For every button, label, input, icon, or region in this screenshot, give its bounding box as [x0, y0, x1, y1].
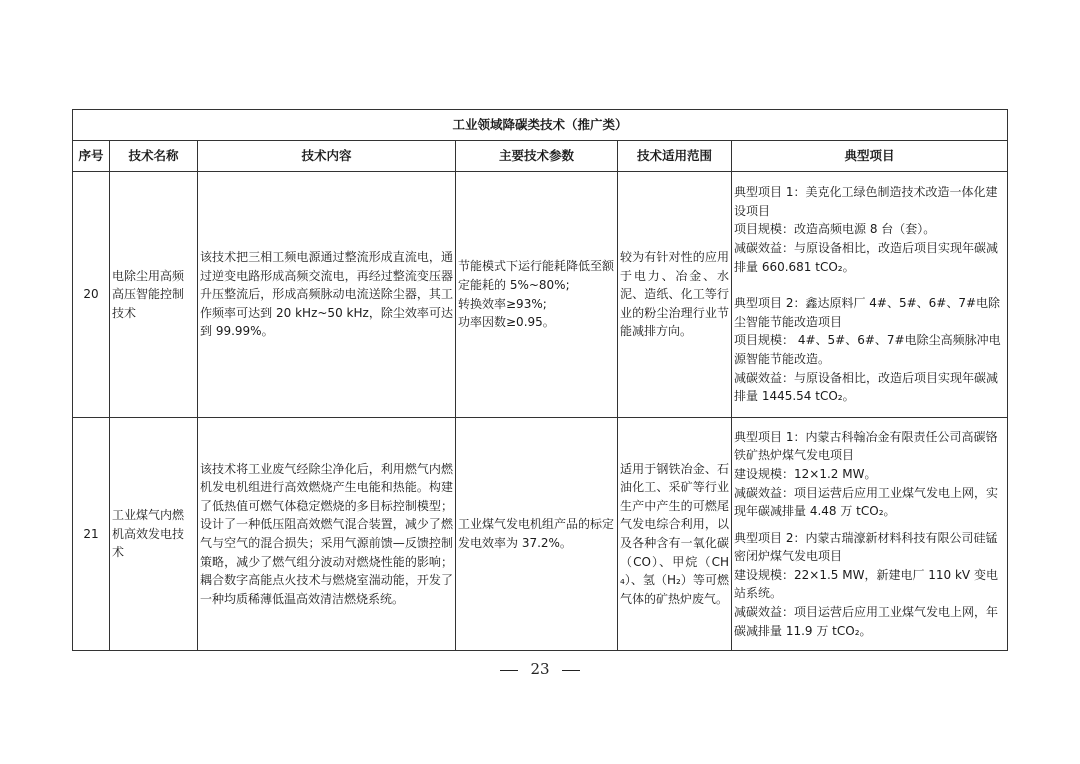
- table-row: [73, 172, 1008, 418]
- typical-projects: [732, 172, 1008, 418]
- project-block: [734, 294, 1005, 406]
- page-dash-right: [562, 670, 580, 671]
- page-number: [0, 660, 1080, 678]
- table-header-row: [73, 141, 1008, 172]
- tech-content: 该技术把三相工频电源通过整流形成直流电，通过逆变电路形成高频交流电，再经过整流变压器升压整流后，形成高频脉动电流送除尘器，其工作频率可达到 20 kHz~50 kHz，除尘效率可达到 99.99%。: [198, 172, 456, 418]
- tech-name: 电除尘用高频高压智能控制技术: [110, 172, 198, 418]
- table-caption: 工业领域降碳类技术（推广类）: [73, 110, 1008, 141]
- project-scale: 项目规模： 4#、5#、6#、7#电除尘高频脉冲电源智能节能改造。: [734, 333, 1001, 366]
- typical-projects: [732, 418, 1008, 651]
- param-line: 工业煤气发电机组产品的标定发电效率为 37.2%。: [458, 517, 615, 550]
- project-benefit: 减碳效益：与原设备相比，改造后项目实现年碳减排量 660.681 tCO₂。: [734, 241, 999, 274]
- header-main-params: 主要技术参数: [456, 141, 618, 172]
- project-benefit: 减碳效益：项目运营后应用工业煤气发电上网，实现年碳减排量 4.48 万 tCO₂。: [734, 485, 999, 519]
- param-line: 功率因数≥0.95。: [458, 315, 555, 330]
- table-row: [73, 418, 1008, 651]
- row-number: 20: [73, 172, 110, 418]
- tech-params: [456, 418, 618, 651]
- project-block: [734, 529, 1005, 641]
- header-scope: 技术适用范围: [618, 141, 732, 172]
- row-number: 21: [73, 418, 110, 651]
- project-benefit: 减碳效益：项目运营后应用工业煤气发电上网，年碳减排量 11.9 万 tCO₂。: [734, 605, 999, 638]
- project-block: [734, 183, 1005, 276]
- header-tech-name: 技术名称: [110, 141, 198, 172]
- project-benefit: 减碳效益：与原设备相比，改造后项目实现年碳减排量 1445.54 tCO₂。: [734, 370, 999, 404]
- param-line: 节能模式下运行能耗降低至额定能耗的 5%~80%;: [458, 259, 615, 292]
- project-scale: 项目规模：改造高频电源 8 台（套）。: [734, 222, 936, 237]
- page-number-text: 23: [530, 660, 550, 678]
- technology-table: [72, 109, 1008, 651]
- page-dash-left: [500, 670, 518, 671]
- project-scale: 建设规模：22×1.5 MW，新建电厂 110 kV 变电站系统。: [734, 567, 998, 601]
- header-tech-content: 技术内容: [198, 141, 456, 172]
- tech-params: [456, 172, 618, 418]
- project-title: 典型项目 1：内蒙古科翰冶金有限责任公司高碳铬铁矿热炉煤气发电项目: [734, 429, 998, 463]
- header-no: 序号: [73, 141, 110, 172]
- tech-content: 该技术将工业废气经除尘净化后，利用燃气内燃机发电机组进行高效燃烧产生电能和热能。构建了低热值可燃气体稳定燃烧的多目标控制模型；设计了一种低压阻高效燃气混合装置，减少了燃气与空气的混合损失；采用气源前馈—反馈控制策略，减少了燃气组分波动对燃烧性能的影响；耦合数字高能点火技术与燃烧室湍动能，开发了一种均质稀薄低温高效清洁燃烧系统。: [198, 418, 456, 651]
- project-block: [734, 428, 1005, 521]
- tech-name: 工业煤气内燃机高效发电技术: [110, 418, 198, 651]
- project-title: 典型项目 2：鑫达原料厂 4#、5#、6#、7#电除尘智能节能改造项目: [734, 296, 1001, 329]
- project-title: 典型项目 1：美克化工绿色制造技术改造一体化建设项目: [734, 185, 998, 218]
- project-scale: 建设规模：12×1.2 MW。: [734, 466, 877, 481]
- tech-scope: 较为有针对性的应用于电力、冶金、水泥、造纸、化工等行业的粉尘治理行业节能减排方向。: [618, 172, 732, 418]
- project-title: 典型项目 2：内蒙古瑞濠新材料科技有限公司硅锰密闭炉煤气发电项目: [734, 530, 998, 564]
- param-line: 转换效率≥93%;: [458, 296, 547, 311]
- header-typical-projects: 典型项目: [732, 141, 1008, 172]
- tech-scope: 适用于钢铁冶金、石油化工、采矿等行业生产中产生的可燃尾气发电综合利用，以及各种含有一氧化碳（CO）、甲烷（CH₄）、氢（H₂）等可燃气体的矿热炉废气。: [618, 418, 732, 651]
